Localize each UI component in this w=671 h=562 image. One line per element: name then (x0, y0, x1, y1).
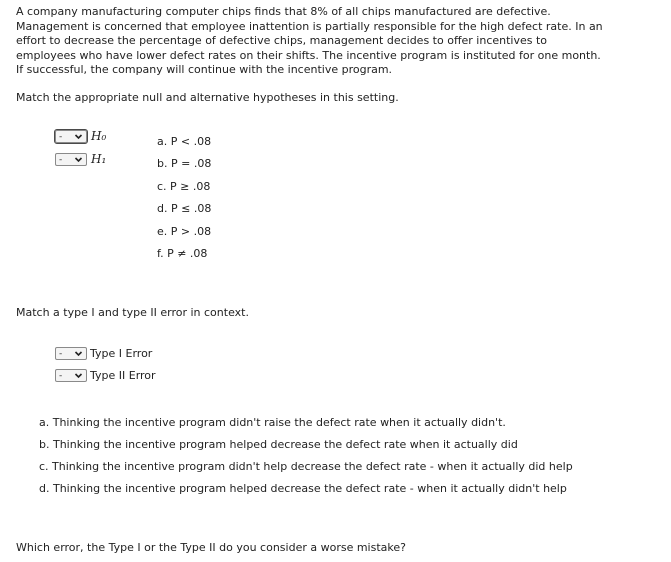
q1-prompt: Match the appropriate null and alternative hypotheses in this setting. (16, 91, 399, 104)
hypothesis-option: c. P ≥ .08 (157, 180, 211, 193)
error-option: a. Thinking the incentive program didn't raise the defect rate when it actually didn't. (39, 416, 506, 429)
h1-select[interactable] (55, 153, 87, 166)
q3-prompt: Which error, the Type I or the Type II do you consider a worse mistake? (16, 541, 406, 554)
error-option: b. Thinking the incentive program helped decrease the defect rate when it actually did (39, 438, 518, 451)
q2-prompt: Match a type I and type II error in context. (16, 306, 249, 319)
chevron-down-icon (74, 155, 83, 167)
error-option: c. Thinking the incentive program didn't help decrease the defect rate - when it actually did help (39, 460, 573, 473)
select-value: - (59, 370, 63, 381)
intro-line: A company manufacturing computer chips finds that 8% of all chips manufactured are defective. (16, 5, 551, 18)
select-value: - (59, 154, 63, 165)
intro-line: Management is concerned that employee inattention is partially responsible for the high defect rate. In an (16, 19, 603, 33)
type1-error-select[interactable] (55, 347, 87, 360)
type1-error-label: Type I Error (90, 347, 153, 360)
intro-line: effort to decrease the percentage of defective chips, management decides to offer incentives to (16, 34, 548, 47)
chevron-down-icon (74, 132, 83, 144)
type2-error-label: Type II Error (90, 369, 156, 382)
error-option: d. Thinking the incentive program helped decrease the defect rate - when it actually didn't help (39, 482, 567, 495)
select-value: - (59, 131, 63, 142)
intro-line: If successful, the company will continue with the incentive program. (16, 63, 393, 76)
problem-statement (16, 5, 616, 78)
hypothesis-option: f. P ≠ .08 (157, 247, 208, 260)
hypothesis-option: a. P < .08 (157, 135, 212, 148)
select-value: - (59, 348, 63, 359)
hypothesis-option: e. P > .08 (157, 225, 212, 238)
h0-select[interactable] (55, 130, 87, 143)
hypothesis-option: b. P = .08 (157, 157, 212, 170)
h1-label: H₁ (91, 152, 107, 166)
h0-label: H₀ (91, 129, 107, 143)
hypothesis-option: d. P ≤ .08 (157, 202, 212, 215)
chevron-down-icon (74, 349, 83, 361)
chevron-down-icon (74, 371, 83, 383)
type2-error-select[interactable] (55, 369, 87, 382)
intro-line: employees who have lower defect rates on their shifts. The incentive program is instituted for one month. (16, 48, 601, 62)
